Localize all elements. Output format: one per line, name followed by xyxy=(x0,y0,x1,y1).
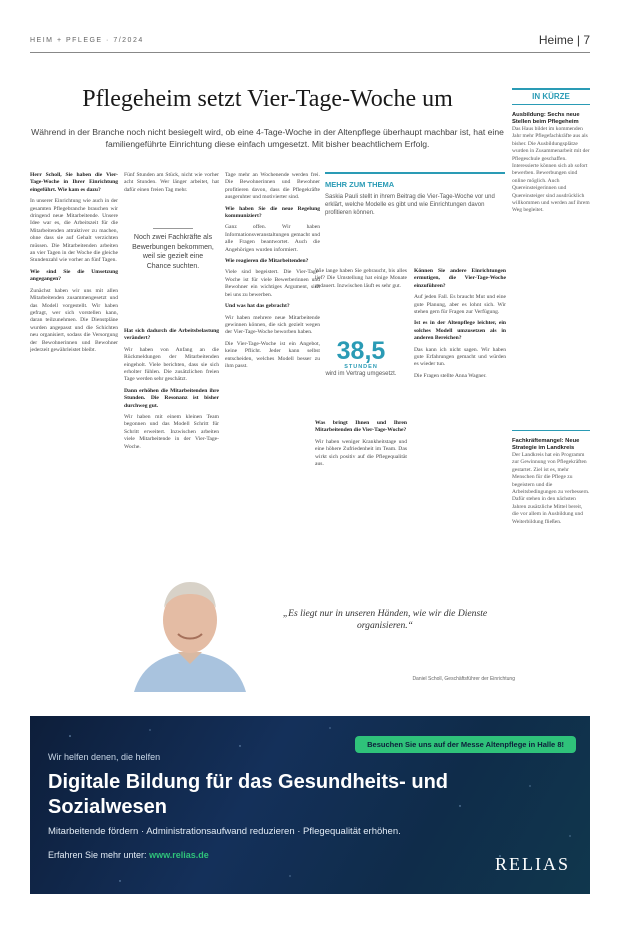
question: Ist es in der Altenpflege leichter, ein solches Modell umzusetzen als in anderen Bereichen? xyxy=(414,320,506,342)
question: Hat sich dadurch die Arbeitsbelastung verändert? xyxy=(124,328,219,342)
relias-logo: RELIAS xyxy=(495,854,570,874)
paragraph: Zunächst haben wir uns mit allen Mitarbeitenden zusammengesetzt und das Modell vorgestellt. Wir haben gefragt, wer sich vorstellen kann, daran teilzunehmen. Die Dienstpläne wurden angepasst und die Schichten neu organisiert, sodass die Versorgung der Bewohnerinnen und Bewohner jederzeit gewährleistet bleibt. xyxy=(30,287,118,353)
section-page-label: Heime | 7 xyxy=(538,33,590,47)
ad-title: Digitale Bildung für das Gesundheits- und Sozialwesen xyxy=(48,771,449,818)
pull-quote-rule xyxy=(153,228,193,229)
paragraph: Wir haben mehrere neue Mitarbeitende gewinnen können, die sich gezielt wegen der Vier-Tage-Woche beworben haben. xyxy=(225,314,320,336)
photo-quote: „Es liegt nur in unseren Händen, wie wir die Dienste organisieren.“ xyxy=(282,608,488,631)
stat-text: wird im Vertrag umgesetzt. xyxy=(325,371,397,377)
question: Und was hat das gebracht? xyxy=(225,303,290,310)
question: Was bringt Ihnen und Ihren Mitarbeitenden die Vier-Tage-Woche? xyxy=(315,420,407,434)
question: Können Sie andere Einrichtungen ermutigen, die Vier-Tage-Woche einzuführen? xyxy=(414,268,506,289)
pull-quote xyxy=(130,228,216,271)
article-column-4-top xyxy=(315,268,407,330)
sidebar-item-body: Der Landkreis hat ein Programm zur Gewinnung von Pflegekräften gestartet. Ziel ist es, mehr Menschen für die Pflege zu begeistern und die Arbeitsbedingungen zu verbessern. Dafür stehen in den nächsten Jahren zusätzliche Mittel bereit, die vor allem in Ausbildung und Weiterbildung fließen. xyxy=(512,452,590,525)
sidebar-item-body: Das Haus bildet im kommenden Jahr mehr Pflegefachkräfte aus als bisher. Die Ausbildungsplätze wurden in Zusammenarbeit mit der Pflegeschule geschaffen. Interessierte können sich ab sofort bewerben. Bewerbungen sind online möglich. Auch Quereinsteigerinnen und Quereinsteiger sind ausdrücklich willkommen und werden auf ihrem Weg begleitet. xyxy=(512,126,590,214)
ad-url-link[interactable]: www.relias.de xyxy=(149,850,209,860)
related-title: MEHR ZUM THEMA xyxy=(325,180,395,189)
portrait-photo xyxy=(124,560,264,692)
article-column-3 xyxy=(225,172,320,560)
sidebar-header: IN KÜRZE xyxy=(512,88,590,105)
stat-unit: STUNDEN xyxy=(344,364,378,370)
paragraph: Die Vier-Tage-Woche ist ein Angebot, keine Pflicht. Jeder kann selbst entscheiden, welches Modell besser zu ihm passt. xyxy=(225,340,320,369)
article-column-2 xyxy=(124,328,219,560)
paragraph: Das kann ich nicht sagen. Wir haben gute Erfahrungen gemacht und würden es wieder tun. xyxy=(414,346,506,368)
issue-label: HEIM + PFLEGE · 7/2024 xyxy=(30,37,144,44)
paragraph: In unserer Einrichtung wie auch in der gesamten Pflegebranche brauchen wir dringend neue Mitarbeitende. Unsere Idee war es, die Arbeitszeit für die Mitarbeitenden attraktiver zu machen, ohne dass sie auf Gehalt verzichten müssen. Die Mitarbeitenden arbeiten an vier Tagen in der Woche die gleiche Stundenzahl wie vorher an fünf Tagen. xyxy=(30,198,118,264)
paragraph: Wir haben weniger Krankheitstage und eine höhere Zufriedenheit im Team. Das wirkt sich positiv auf die Pflegequalität aus. xyxy=(315,438,407,468)
ad-more-info xyxy=(48,850,209,860)
stat-box xyxy=(322,338,400,378)
ad-more-label: Erfahren Sie mehr unter: xyxy=(48,850,147,860)
paragraph: Ganz offen. Wir haben Informationsveranstaltungen gemacht und alle Fragen beantwortet. Auch die Angehörigen wurden informiert. xyxy=(225,224,320,253)
related-text: Saskia Pauli stellt in ihrem Beitrag die Vier-Tage-Woche vor und erklärt, welche Modelle es gibt und wie Einrichtungen davon profitieren können. xyxy=(325,194,495,216)
article-column-1 xyxy=(30,172,118,712)
stat-number: 38,5 xyxy=(336,337,386,365)
question: Wie sind Sie die Umsetzung angegangen? xyxy=(30,268,118,283)
pull-quote-text: Noch zwei Fachkräfte als Bewerbungen bekommen, weil sie gezielt eine Chance suchten. xyxy=(132,234,214,270)
sidebar-item-title: Fachkräftemangel: Neue Strategie im Landkreis xyxy=(512,438,580,451)
paragraph: Viele sind begeistert. Die Vier-Tage-Woche ist für viele Bewerberinnen und Bewohner ein wichtiges Argument, sich bei uns zu bewerben. xyxy=(225,269,320,298)
related-box xyxy=(325,172,505,236)
masthead xyxy=(30,34,590,53)
photo-caption: Daniel Scholl, Geschäftsführer der Einrichtung xyxy=(412,676,515,682)
article-column-4 xyxy=(315,420,407,560)
question: Herr Scholl, Sie haben die Vier-Tage-Woche in Ihrer Einrichtung eingeführt. Wie kam es dazu? xyxy=(30,172,118,193)
ad-subtitle: Mitarbeitende fördern · Administrationsaufwand reduzieren · Pflegequalität erhöhen. xyxy=(48,826,401,837)
paragraph: Wir haben von Anfang an die Rückmeldungen der Mitarbeitenden eingeholt. Viele berichten, dass sie sich erholter fühlen. Die zusätzlichen freien Tage werden sehr geschätzt. xyxy=(124,346,219,383)
sidebar-divider xyxy=(512,430,590,431)
paragraph: Tage mehr an Wochenende werden frei. Die Bewohnerinnen und Bewohner profitieren davon, dass die Pflegekräfte ausgeruhter und motivierter sind. xyxy=(225,172,320,201)
article-column-2-top xyxy=(124,172,219,226)
advertisement[interactable] xyxy=(30,716,590,894)
paragraph: Wie lange haben Sie gebraucht, bis alles lief? Die Umstellung hat einige Monate gedauert. Inzwischen läuft es sehr gut. xyxy=(315,268,407,289)
question: Dann erhöhen die Mitarbeitenden ihre Stunden. Die Resonanz ist bisher durchweg gut. xyxy=(124,387,219,409)
paragraph: Auf jeden Fall. Es braucht Mut und eine gute Planung, aber es lohnt sich. Wir stehen gern für Fragen zur Verfügung. xyxy=(414,294,506,316)
question: Wie reagieren die Mitarbeitenden? xyxy=(225,258,309,265)
ad-kicker: Wir helfen denen, die helfen xyxy=(48,752,161,762)
paragraph: Fünf Stunden am Stück, nicht wie vorher acht Stunden. Wer länger arbeitet, hat dafür einen freien Tag mehr. xyxy=(124,172,219,193)
author-note: Die Fragen stellte Anna Wagner. xyxy=(414,372,487,379)
sidebar-item-1 xyxy=(512,112,590,422)
sidebar-item-title: Ausbildung: Sechs neue Stellen beim Pflegeheim xyxy=(512,112,580,125)
sidebar-item-2 xyxy=(512,438,590,700)
question: Wie haben Sie die neue Regelung kommuniziert? xyxy=(225,205,320,220)
article-headline: Pflegeheim setzt Vier-Tage-Woche um xyxy=(82,86,453,112)
trade-fair-banner[interactable]: Besuchen Sie uns auf der Messe Altenpflege in Halle 8! xyxy=(355,736,576,753)
paragraph: Wir haben mit einem kleinen Team begonnen und das Modell Schritt für Schritt erweitert. Inzwischen arbeiten viele Mitarbeitende in der Vier-Tage-Woche. xyxy=(124,414,219,450)
article-deck: Während in der Branche noch nicht besiegelt wird, ob eine 4-Tage-Woche in der Altenpflege überhaupt machbar ist, hat eine familiengeführte Einrichtung diese einfach umgesetzt. Mit bisher beachtlichem Erfolg. xyxy=(31,127,504,149)
